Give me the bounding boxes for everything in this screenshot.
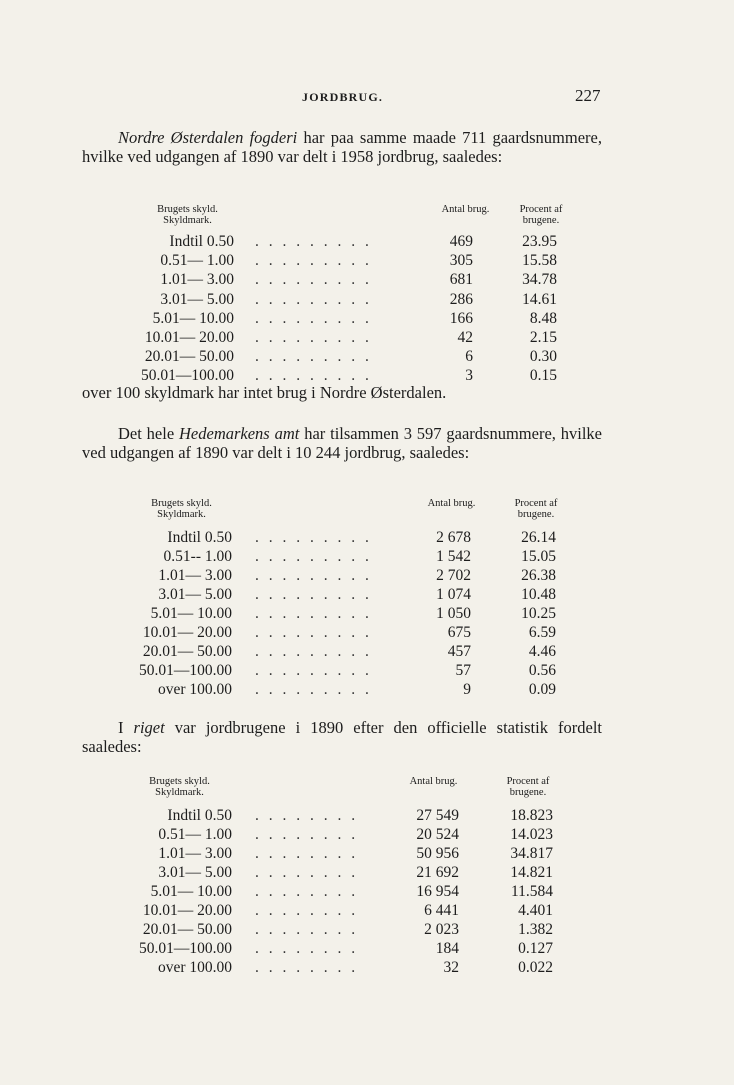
- table-row: [0, 825, 734, 844]
- antal-brug: 457: [447, 643, 471, 660]
- section1-note: over 100 skyldmark har intet brug i Nordre Østerdalen.: [82, 383, 447, 402]
- leader-dots: . . . . . . . . .: [255, 529, 372, 546]
- table-row: [0, 347, 734, 366]
- antal-brug: 1 074: [436, 586, 471, 603]
- procent: 34.817: [510, 845, 553, 862]
- section1-italic: Nordre Østerdalen fogderi: [118, 128, 298, 147]
- antal-brug: 469: [449, 233, 473, 250]
- antal-brug: 184: [435, 940, 459, 957]
- skyld-range: 20.01— 50.00: [144, 348, 234, 366]
- leader-dots: . . . . . . . . .: [255, 233, 372, 250]
- section3-text: var jordbrugene i 1890 efter den officielle statistik fordelt saaledes:: [82, 718, 602, 756]
- table-row: [0, 939, 734, 958]
- section3-text-pre: I: [118, 718, 134, 737]
- procent: 14.821: [510, 864, 553, 881]
- section3-italic: riget: [133, 718, 165, 737]
- leader-dots: . . . . . . . . .: [255, 290, 372, 308]
- page-number: 227: [575, 86, 601, 105]
- skyld-range: 5.01— 10.00: [150, 605, 232, 622]
- antal-brug: 32: [443, 959, 459, 976]
- skyld-range: Indtil 0.50: [167, 529, 232, 546]
- skyld-range: 50.01—100.00: [141, 367, 234, 385]
- leader-dots: . . . . . . . .: [255, 883, 359, 900]
- skyld-range: 3.01— 5.00: [160, 290, 234, 308]
- table-row: [0, 844, 734, 863]
- leader-dots: . . . . . . . . .: [255, 329, 372, 346]
- skyld-range: 5.01— 10.00: [150, 883, 232, 900]
- col-header-skyld: Brugets skyld. Skyldmark.: [149, 776, 210, 798]
- col-header-skyld: Brugets skyld. Skyldmark.: [157, 204, 218, 226]
- skyld-range: 10.01— 20.00: [144, 329, 234, 346]
- col-header-procent: Procent af brugene.: [506, 776, 550, 798]
- antal-brug: 3: [465, 367, 473, 385]
- skyld-range: 20.01— 50.00: [142, 643, 232, 660]
- col-header-skyld: Brugets skyld. Skyldmark.: [151, 498, 212, 520]
- skyld-range: 1.01— 3.00: [158, 567, 232, 584]
- leader-dots: . . . . . . . .: [255, 864, 359, 881]
- page-header: [0, 86, 734, 110]
- table-row: [0, 547, 734, 566]
- table-row: [0, 623, 734, 642]
- table-row: [0, 806, 734, 825]
- procent: 10.25: [521, 605, 556, 622]
- leader-dots: . . . . . . . . .: [255, 367, 372, 385]
- leader-dots: . . . . . . . .: [255, 959, 359, 976]
- col-header-procent: Procent af brugene.: [519, 204, 563, 226]
- antal-brug: 16 954: [416, 883, 459, 900]
- procent: 34.78: [522, 271, 557, 289]
- leader-dots: . . . . . . . . .: [255, 548, 372, 565]
- procent: 2.15: [529, 329, 557, 346]
- procent: 0.09: [528, 681, 556, 698]
- procent: 11.584: [510, 883, 553, 900]
- skyld-range: 3.01— 5.00: [158, 586, 232, 603]
- table-row: [0, 309, 734, 328]
- skyld-range: 50.01—100.00: [139, 662, 232, 679]
- antal-brug: 2 678: [436, 529, 471, 546]
- leader-dots: . . . . . . . .: [255, 845, 359, 862]
- skyld-range: 0.51— 1.00: [158, 826, 232, 843]
- procent: 14.61: [522, 290, 557, 308]
- antal-brug: 6 441: [424, 902, 459, 919]
- skyld-range: 10.01— 20.00: [142, 902, 232, 919]
- skyld-range: 20.01— 50.00: [142, 921, 232, 938]
- table-row: [0, 232, 734, 251]
- antal-brug: 42: [457, 329, 473, 346]
- antal-brug: 9: [463, 681, 471, 698]
- table-row: [0, 642, 734, 661]
- procent: 4.46: [528, 643, 556, 660]
- skyld-range: over 100.00: [157, 681, 232, 698]
- antal-brug: 21 692: [416, 864, 459, 881]
- table-row: [0, 604, 734, 623]
- leader-dots: . . . . . . . . .: [255, 567, 372, 584]
- leader-dots: . . . . . . . . .: [255, 586, 372, 603]
- procent: 0.022: [518, 959, 553, 976]
- table-row: [0, 585, 734, 604]
- leader-dots: . . . . . . . . .: [255, 624, 372, 641]
- col-header-antal: Antal brug.: [427, 498, 476, 509]
- skyld-range: 3.01— 5.00: [158, 864, 232, 881]
- procent: 6.59: [528, 624, 556, 641]
- antal-brug: 27 549: [416, 807, 459, 824]
- skyld-range: 0.51-- 1.00: [163, 548, 232, 565]
- antal-brug: 57: [455, 662, 471, 679]
- leader-dots: . . . . . . . .: [255, 940, 359, 957]
- antal-brug: 681: [449, 271, 473, 289]
- skyld-range: 1.01— 3.00: [158, 845, 232, 862]
- section3-paragraph: [82, 718, 602, 756]
- antal-brug: 2 702: [436, 567, 471, 584]
- antal-brug: 1 050: [436, 605, 471, 622]
- antal-brug: 20 524: [416, 826, 459, 843]
- procent: 0.30: [529, 348, 557, 366]
- procent: 26.38: [521, 567, 556, 584]
- procent: 10.48: [521, 586, 556, 603]
- antal-brug: 305: [449, 252, 473, 270]
- antal-brug: 2 023: [424, 921, 459, 938]
- procent: 26.14: [521, 529, 556, 546]
- leader-dots: . . . . . . . . .: [255, 348, 372, 366]
- table-row: [0, 270, 734, 289]
- skyld-range: 5.01— 10.00: [152, 309, 234, 327]
- procent: 18.823: [510, 807, 553, 824]
- antal-brug: 50 956: [416, 845, 459, 862]
- procent: 23.95: [522, 233, 557, 250]
- procent: 15.05: [521, 548, 556, 565]
- section2-italic: Hedemarkens amt: [179, 424, 300, 443]
- procent: 1.382: [518, 921, 553, 938]
- antal-brug: 675: [447, 624, 471, 641]
- antal-brug: 166: [449, 309, 473, 327]
- procent: 0.56: [528, 662, 556, 679]
- antal-brug: 6: [465, 348, 473, 366]
- procent: 4.401: [518, 902, 553, 919]
- antal-brug: 286: [449, 290, 473, 308]
- procent: 0.127: [518, 940, 553, 957]
- procent: 8.48: [529, 309, 557, 327]
- col-header-procent: Procent af brugene.: [514, 498, 558, 520]
- running-title: JORDBRUG.: [302, 90, 384, 104]
- section1-text: har paa samme maade 711 gaardsnummere, hvilke ved udgangen af 1890 var delt i 1958 jordbrug, saaledes:: [82, 128, 602, 166]
- leader-dots: . . . . . . . .: [255, 807, 359, 824]
- leader-dots: . . . . . . . . .: [255, 252, 372, 270]
- skyld-range: Indtil 0.50: [167, 807, 232, 824]
- procent: 14.023: [510, 826, 553, 843]
- leader-dots: . . . . . . . . .: [255, 662, 372, 679]
- table-row: [0, 901, 734, 920]
- table-row: [0, 528, 734, 547]
- table-row: [0, 566, 734, 585]
- section1-paragraph: [82, 128, 602, 166]
- table-row: [0, 328, 734, 347]
- skyld-range: 50.01—100.00: [139, 940, 232, 957]
- table-row: [0, 251, 734, 270]
- antal-brug: 1 542: [436, 548, 471, 565]
- section2-text: har tilsammen 3 597 gaardsnummere, hvilke ved udgangen af 1890 var delt i 10 244 jordbrug, saaledes:: [82, 424, 602, 462]
- skyld-range: 1.01— 3.00: [160, 271, 234, 289]
- skyld-range: over 100.00: [157, 959, 232, 976]
- section2-text-pre: Det hele: [118, 424, 180, 443]
- table-row: [0, 958, 734, 977]
- table-row: [0, 882, 734, 901]
- procent: 15.58: [522, 252, 557, 270]
- leader-dots: . . . . . . . .: [255, 826, 359, 843]
- col-header-antal: Antal brug.: [409, 776, 458, 787]
- leader-dots: . . . . . . . .: [255, 921, 359, 938]
- skyld-range: 10.01— 20.00: [142, 624, 232, 641]
- table-row: [0, 863, 734, 882]
- table-row: [0, 920, 734, 939]
- leader-dots: . . . . . . . . .: [255, 643, 372, 660]
- table-row: [0, 680, 734, 699]
- leader-dots: . . . . . . . . .: [255, 309, 372, 327]
- leader-dots: . . . . . . . .: [255, 902, 359, 919]
- table-row: [0, 290, 734, 309]
- skyld-range: 0.51— 1.00: [160, 252, 234, 270]
- section2-paragraph: [82, 424, 602, 462]
- leader-dots: . . . . . . . . .: [255, 605, 372, 622]
- procent: 0.15: [529, 367, 557, 385]
- leader-dots: . . . . . . . . .: [255, 271, 372, 289]
- table-row: [0, 661, 734, 680]
- leader-dots: . . . . . . . . .: [255, 681, 372, 698]
- skyld-range: Indtil 0.50: [169, 233, 234, 250]
- col-header-antal: Antal brug.: [441, 204, 490, 215]
